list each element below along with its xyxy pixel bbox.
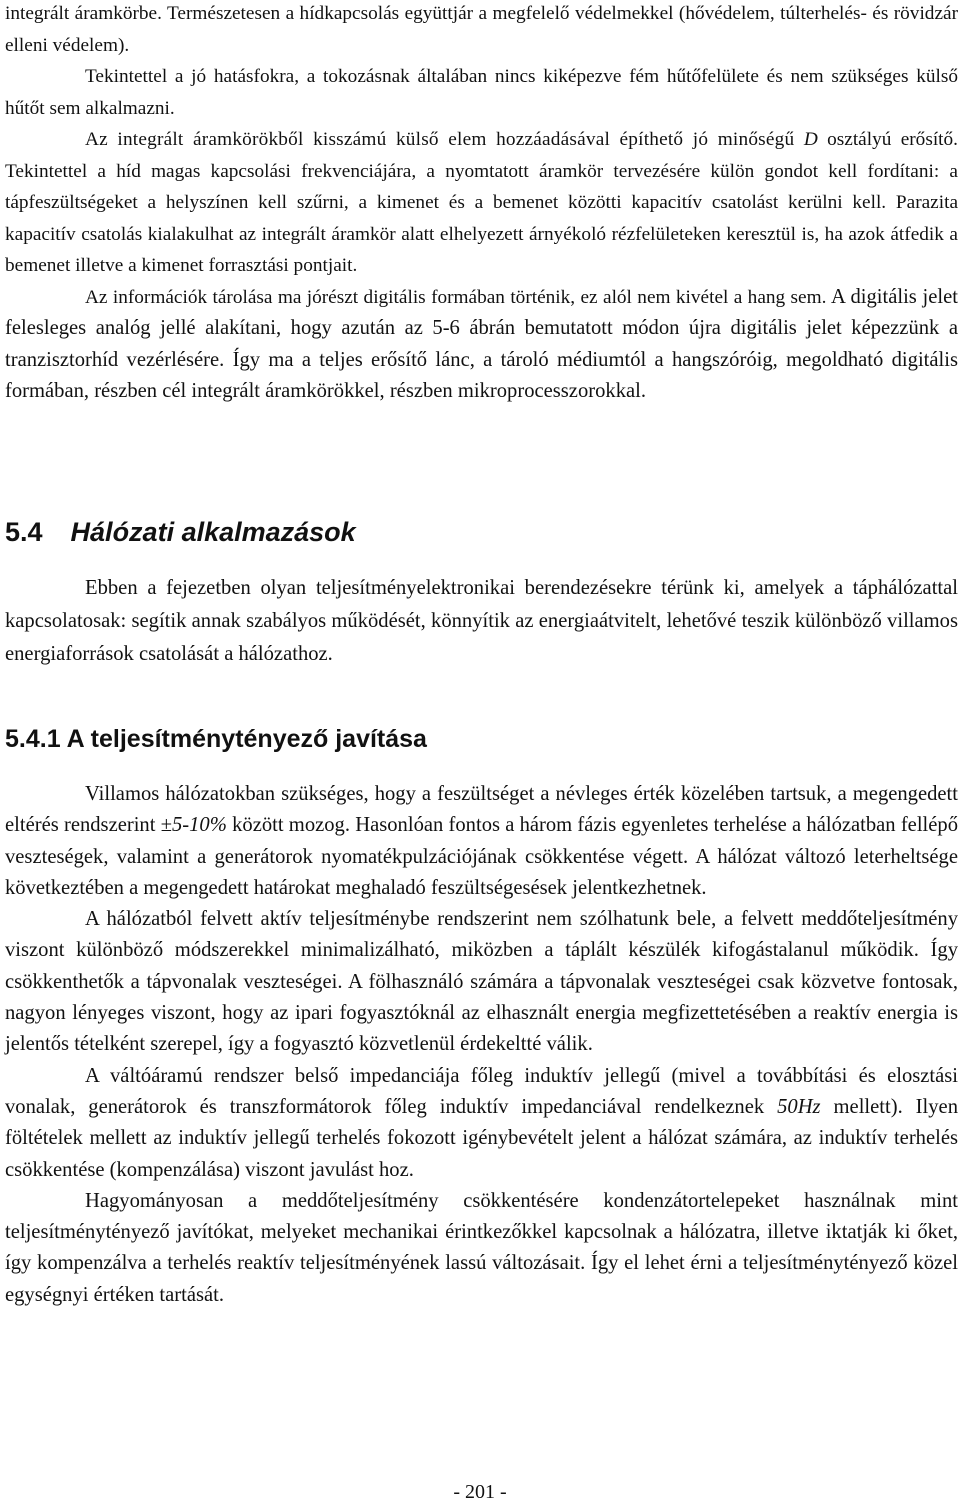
section-number: 5.4 bbox=[5, 517, 43, 547]
paragraph-text: mellett). Ilyen föltételek mellett az induktív jellegű terhelés fokozott igénybevételt jelent a hálózat számára, az induktív terhelés csökkentése (kompenzálása) viszont javulást hoz. bbox=[5, 1095, 958, 1181]
paragraph bbox=[5, 1061, 958, 1186]
paragraph-text: integrált áramkörbe. Természetesen a hídkapcsolás együttjár a megfelelő védelmekkel (hővédelem, túlterhelés- és rövidzár elleni védelem). bbox=[5, 3, 958, 56]
paragraph bbox=[5, 61, 958, 124]
paragraph bbox=[5, 124, 958, 282]
subsection-title: A teljesítménytényező javítása bbox=[66, 725, 427, 753]
italic-value: 50Hz bbox=[777, 1095, 821, 1118]
paragraph-text: Tekintettel a híd magas kapcsolási frekvenciájára, a nyomtatott áramkör tervezésére külön gondot kell fordítani: a tápfeszültségeket a helyszínen kell szűrni, a kimenet és a bemenet közötti kapacitív csatolást kerülni kell. Parazita kapacitív csatolás kialakulhat az integrált áramkör alatt elhelyezett árnyékoló rézfelületeken keresztül is, ha azok átfedik a bemenet illetve a kimenet forrasztási pontjait. bbox=[5, 160, 958, 276]
paragraph bbox=[5, 0, 958, 61]
paragraph-text: Villamos hálózatokban szükséges, hogy a feszültséget a névleges érték közelében tartsuk, a megengedett eltérés rendszerint bbox=[5, 783, 958, 837]
section-intro bbox=[5, 572, 958, 671]
subsection-body bbox=[5, 779, 958, 1311]
subsection-number: 5.4.1 bbox=[5, 725, 61, 753]
paragraph-text: A váltóáramú rendszer belső impedanciája főleg induktív jellegű (mivel a továbbítási és elosztási vonalak, generátorok és transzformátorok főleg induktív impedanciával rendelkeznek bbox=[5, 1064, 958, 1118]
paragraph-text: Az információk tárolása ma jórészt digitális formában történik, ez alól nem kivétel a hang sem. bbox=[85, 286, 827, 308]
section-title: Hálózati alkalmazások bbox=[70, 517, 356, 547]
paragraph bbox=[5, 779, 958, 904]
italic-symbol: D bbox=[803, 129, 818, 150]
paragraph-text: között mozog. Hasonlóan fontos a három fázis egyenletes terhelése a hálózatban fellépő veszteségek, valamint a generátorok nyomatékpulzációjának csökkentése végett. A hálózat változó leterheltsége következtében a megengedett határokat meghaladó feszültségesések jelentkezhetnek. bbox=[5, 814, 958, 899]
paragraph bbox=[5, 282, 958, 408]
paragraph: Ebben a fejezetben olyan teljesítményelektronikai berendezésekre térünk ki, amelyek a táphálózattal kapcsolatosak: segítik annak szabályos működését, könnyítik az energiaátvitelt, lehetővé teszik különböző villamos energiaforrások csatolását a hálózathoz. bbox=[5, 577, 958, 665]
section-heading bbox=[5, 512, 356, 552]
paragraph: Hagyományosan a meddőteljesítmény csökkentésére kondenzátortelepeket használnak mint teljesítménytényező javítókat, melyeket mechanikai érintkezőkkel kapcsolnak a hálózatra, illetve iktatják ki őket, így kompenzálva a terhelés reaktív teljesítményének lassú változásait. Így el lehet érni a teljesítménytényező közel egységnyi értéken tartását. bbox=[5, 1189, 958, 1306]
paragraph-text: osztályú erősítő. bbox=[817, 129, 958, 150]
italic-value: ±5-10% bbox=[160, 814, 227, 837]
subsection-heading bbox=[5, 720, 427, 758]
text-block-top bbox=[5, 0, 958, 408]
paragraph-text: Az integrált áramkörökből kisszámú külső elem hozzáadásával építhető jó minőségű bbox=[85, 129, 804, 150]
paragraph-text: Tekintettel a jó hatásfokra, a tokozásnak általában nincs kiképezve fém hűtőfelülete és nem szükséges külső hűtőt sem alkalmazni. bbox=[5, 66, 958, 119]
paragraph: A hálózatból felvett aktív teljesítménybe rendszerint nem szólhatunk bele, a felvett meddőteljesítmény viszont különböző módszerekkel minimalizálható, miközben a táplált készülék kifogástalanul működik. Így csökkenthetők a tápvonalak veszteségei. A fölhasználó számára a tápvonalak veszteségei csak közvetve fontosak, nagyon lényeges viszont, hogy az ipari fogyasztóknál az elhasznált energia megfizettetésében a reaktív energia is jelentős tételként szerepel, így a fogyasztó közvetlenül érdekeltté válik. bbox=[5, 908, 958, 1056]
paragraph-text: A digitális jelet felesleges analóg jellé alakítani, hogy azután az 5-6 ábrán bemutatott módon újra digitális jelet képezzünk a tranzisztorhíd vezérlésére. Így ma a teljes erősítő lánc, a tároló médiumtól a hangszóróig, megoldható digitális formában, részben cél integrált áramkörökkel, részben mikroprocesszorokkal. bbox=[5, 285, 958, 402]
page-number: - 201 - bbox=[453, 1481, 507, 1503]
